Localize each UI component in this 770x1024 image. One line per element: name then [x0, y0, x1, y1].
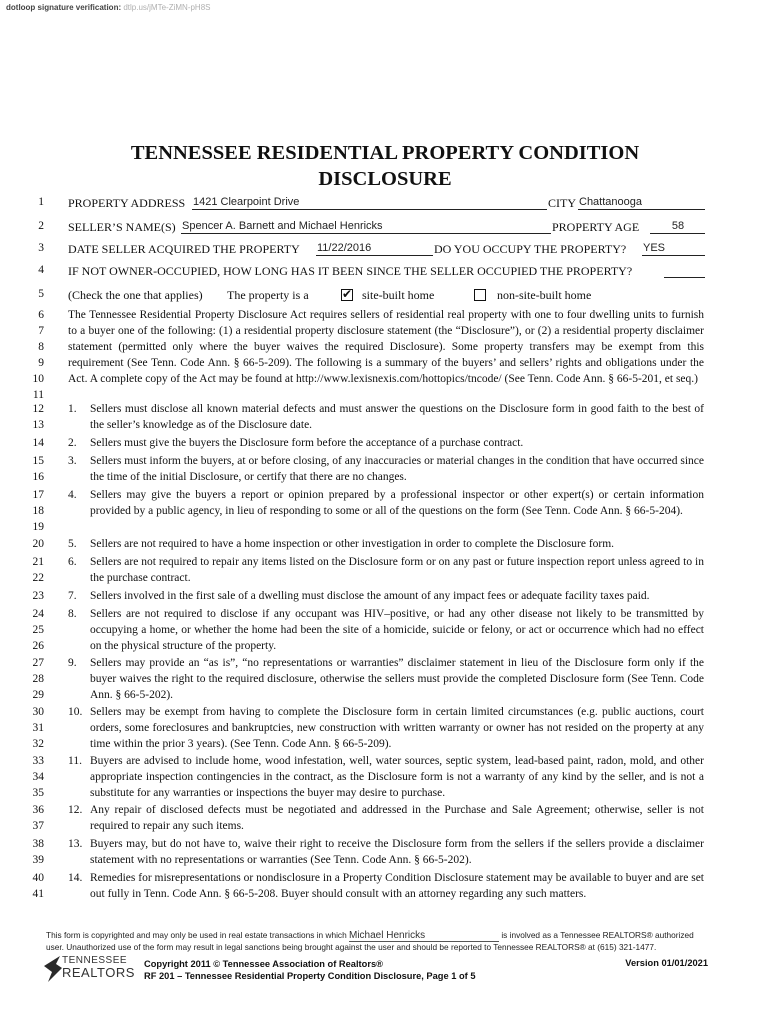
- line-number: 6: [38, 309, 44, 321]
- line-number: 3: [38, 242, 44, 254]
- line-number: 8: [38, 340, 44, 353]
- item-line-numbers: 33 34 35: [32, 755, 44, 799]
- item-text: Buyers are advised to include home, wood infestation, well, water sources, septic system, lead-based paint, radon, mold, and other appropriate inspection contingencies in the contract, as the Disclosure form is not a warranty of any kind by the seller, and is not a substitute for any warranties or inspections the buyer may desire to purchase.: [90, 755, 704, 799]
- item-text: Remedies for misrepresentations or nondisclosure in a Property Condition Disclosure statement may be available to buyer and are set out fully in Tenn. Code Ann. § 66-5-208. Buyer should consult with an attorney regarding any such matters.: [90, 872, 704, 900]
- form-copyright-block: [144, 958, 476, 982]
- occupy-field[interactable]: YES: [642, 242, 705, 256]
- sellers-label: SELLER’S NAME(S): [68, 220, 176, 234]
- line-number: 9: [38, 356, 44, 369]
- acquired-field[interactable]: 11/22/2016: [316, 242, 433, 256]
- item-text: Sellers involved in the first sale of a dwelling must disclose the amount of any impact fees or adequate facility taxes paid.: [90, 590, 650, 602]
- tennessee-shape-icon: [44, 956, 62, 982]
- summary-item: [68, 656, 704, 704]
- item-number: 2.: [68, 437, 77, 449]
- summary-item: [68, 871, 704, 903]
- form-id-line: RF 201 – Tennessee Residential Property Condition Disclosure, Page 1 of 5: [144, 971, 476, 981]
- item-line-numbers: 12 13: [32, 403, 44, 431]
- form-version: Version 01/01/2021: [625, 958, 708, 968]
- summary-item: [68, 537, 704, 553]
- verification-label: dotloop signature verification:: [6, 3, 122, 12]
- copyright-post: is involved as a Tennessee REALTORS® authorized: [501, 930, 694, 940]
- item-text: Any repair of disclosed defects must be negotiated and addressed in the Purchase and Sale Agreement; otherwise, seller is not required to repair any such items.: [90, 804, 704, 832]
- copyright-line: Copyright 2011 © Tennessee Association of Realtors®: [144, 959, 383, 969]
- owner-occupied-field[interactable]: [664, 264, 705, 278]
- line-number: 4: [38, 264, 44, 276]
- title-line-2: DISCLOSURE: [318, 168, 452, 190]
- summary-item: [68, 607, 704, 655]
- item-number: 5.: [68, 538, 77, 550]
- city-label: CITY: [548, 196, 576, 210]
- logo-line-1: TENNESSEE: [62, 955, 128, 966]
- site-built-label: site-built home: [362, 288, 435, 302]
- item-text: Sellers may be exempt from having to complete the Disclosure form in certain limited circumstances (e.g. public auctions, court orders, some foreclosures and bankruptcies, new construction with written warranty or owner has not resided on the property at any time within the prior 3 years). (See Tenn. Code Ann. § 66-5-209).: [90, 706, 704, 750]
- line-number: 5: [38, 288, 44, 300]
- item-text: Sellers are not required to have a home inspection or other investigation in order to complete the Disclosure form.: [90, 538, 615, 550]
- line-number: 2: [38, 220, 44, 232]
- item-number: 13.: [68, 838, 83, 850]
- licensee-name-field[interactable]: Michael Henricks: [349, 930, 499, 942]
- item-number: 1.: [68, 403, 77, 415]
- item-line-numbers: 14: [32, 437, 44, 449]
- summary-item: [68, 837, 704, 869]
- item-number: 7.: [68, 590, 77, 602]
- item-line-numbers: 23: [32, 590, 44, 602]
- item-line-numbers: 21 22: [32, 556, 44, 584]
- check-instruction: (Check the one that applies): [68, 288, 203, 302]
- item-line-numbers: 38 39: [32, 838, 44, 866]
- non-site-built-label: non-site-built home: [497, 288, 592, 302]
- summary-item: [68, 754, 704, 802]
- item-text: Sellers are not required to disclose if any occupant was HIV–positive, or had any other disease not likely to be transmitted by occupying a home, or whether the home had been the site of a homicide, suicide or felony, or act or occurrence which had no effect on the physical structure of the property.: [90, 608, 704, 652]
- item-number: 3.: [68, 455, 77, 467]
- unauthorized-use-notice: user. Unauthorized use of the form may result in legal sanctions being brought against the user and should be reported to Tennessee REALTORS® at (615) 321-1477.: [46, 942, 657, 952]
- city-field[interactable]: Chattanooga: [578, 196, 705, 210]
- item-number: 11.: [68, 755, 82, 767]
- item-number: 4.: [68, 489, 77, 501]
- occupy-label: DO YOU OCCUPY THE PROPERTY?: [434, 242, 627, 256]
- item-line-numbers: 20: [32, 538, 44, 550]
- item-number: 6.: [68, 556, 77, 568]
- intro-paragraph: The Tennessee Residential Property Disclosure Act requires sellers of residential real property with one to four dwelling units to furnish to a buyer one of the following: (1) a residential property disclosure statement (the “Disclosure”), or (2) a residential property disclaimer statement (permitted only where the buyer waives the required Disclosure). Some property transfers may be exempt from this requirement (See Tenn. Code Ann. § 66-5-209). The following is a summary of the buyers’ and sellers’ rights and obligations under the Act. A complete copy of the Act may be found at http://www.lexisnexis.com/hottopics/tncode/ (See Tenn. Code Ann. § 66-5-201, et seq.): [68, 309, 704, 385]
- title-line-1: TENNESSEE RESIDENTIAL PROPERTY CONDITION: [130, 142, 640, 164]
- line-number: 10: [32, 372, 44, 385]
- summary-item: [68, 555, 704, 587]
- document-title: [0, 140, 770, 192]
- item-text: Buyers may, but do not have to, waive their right to receive the Disclosure form from the sellers if the sellers provide a disclaimer statement with no representations or warranties (See Tenn. Code Ann. § 66-5-202).: [90, 838, 704, 866]
- item-text: Sellers must give the buyers the Disclosure form before the acceptance of a purchase contract.: [90, 437, 524, 449]
- verification-link[interactable]: dtlp.us/jMTe-ZiMN-pH8S: [123, 3, 211, 12]
- summary-item: [68, 454, 704, 486]
- item-text: Sellers may provide an “as is”, “no representations or warranties” disclaimer statement in lieu of the Disclosure form only if the buyer waives the right to the required disclosure, otherwise the sellers must provide the completed Disclosure form (See Tenn. Code Ann. § 66-5-202).: [90, 657, 704, 701]
- item-number: 14.: [68, 872, 83, 884]
- intro-line-numbers: [14, 308, 44, 403]
- summary-item: [68, 705, 704, 753]
- item-line-numbers: 15 16: [32, 455, 44, 483]
- summary-item: [68, 402, 704, 434]
- summary-item: [68, 589, 704, 605]
- logo-text: [62, 955, 135, 979]
- summary-item: [68, 488, 704, 520]
- summary-item: [68, 436, 704, 452]
- sellers-field[interactable]: Spencer A. Barnett and Michael Henricks: [181, 220, 551, 234]
- item-text: Sellers are not required to repair any items listed on the Disclosure form or on any past or future inspection report unless agreed to in the purchase contract.: [90, 556, 704, 584]
- item-line-numbers: 24 25 26: [32, 608, 44, 652]
- item-line-numbers: 27 28 29: [32, 657, 44, 701]
- age-field[interactable]: 58: [650, 220, 705, 234]
- non-site-built-checkbox[interactable]: [474, 289, 486, 301]
- site-built-checkbox[interactable]: ✔: [342, 287, 353, 301]
- item-line-numbers: 30 31 32: [32, 706, 44, 750]
- item-number: 10.: [68, 706, 83, 718]
- address-field[interactable]: 1421 Clearpoint Drive: [192, 196, 547, 210]
- property-is-label: The property is a: [227, 288, 309, 302]
- logo-line-2: REALTORS: [62, 965, 135, 980]
- item-line-numbers: 40 41: [32, 872, 44, 900]
- item-text: Sellers may give the buyers a report or opinion prepared by a professional inspector or other expert(s) or certain information provided by a public agency, in lieu of responding to some or all of the questions on the form (See Tenn. Code Ann. § 66-5-204).: [90, 489, 704, 517]
- item-text: Sellers must inform the buyers, at or before closing, of any inaccuracies or material changes in the condition that have occurred since the time of the initial Disclosure, or certify that there are no changes.: [90, 455, 704, 483]
- dotloop-verification: [6, 3, 211, 12]
- copyright-notice: [46, 930, 728, 953]
- item-line-numbers: 17 18 19: [32, 489, 44, 533]
- address-label: PROPERTY ADDRESS: [68, 196, 186, 210]
- summary-item: [68, 803, 704, 835]
- item-text: Sellers must disclose all known material defects and must answer the questions on the Disclosure form in good faith to the best of the seller’s knowledge as of the Disclosure date.: [90, 403, 704, 431]
- age-label: PROPERTY AGE: [552, 220, 640, 234]
- line-number: 1: [38, 196, 44, 208]
- line-number: 7: [38, 324, 44, 337]
- item-number: 9.: [68, 657, 77, 669]
- item-number: 12.: [68, 804, 83, 816]
- line-number: 11: [32, 388, 44, 401]
- copyright-pre: This form is copyrighted and may only be used in real estate transactions in which: [46, 930, 347, 940]
- acquired-label: DATE SELLER ACQUIRED THE PROPERTY: [68, 242, 300, 256]
- item-number: 8.: [68, 608, 77, 620]
- owner-occupied-label: IF NOT OWNER-OCCUPIED, HOW LONG HAS IT BEEN SINCE THE SELLER OCCUPIED THE PROPERTY?: [68, 264, 633, 278]
- item-line-numbers: 36 37: [32, 804, 44, 832]
